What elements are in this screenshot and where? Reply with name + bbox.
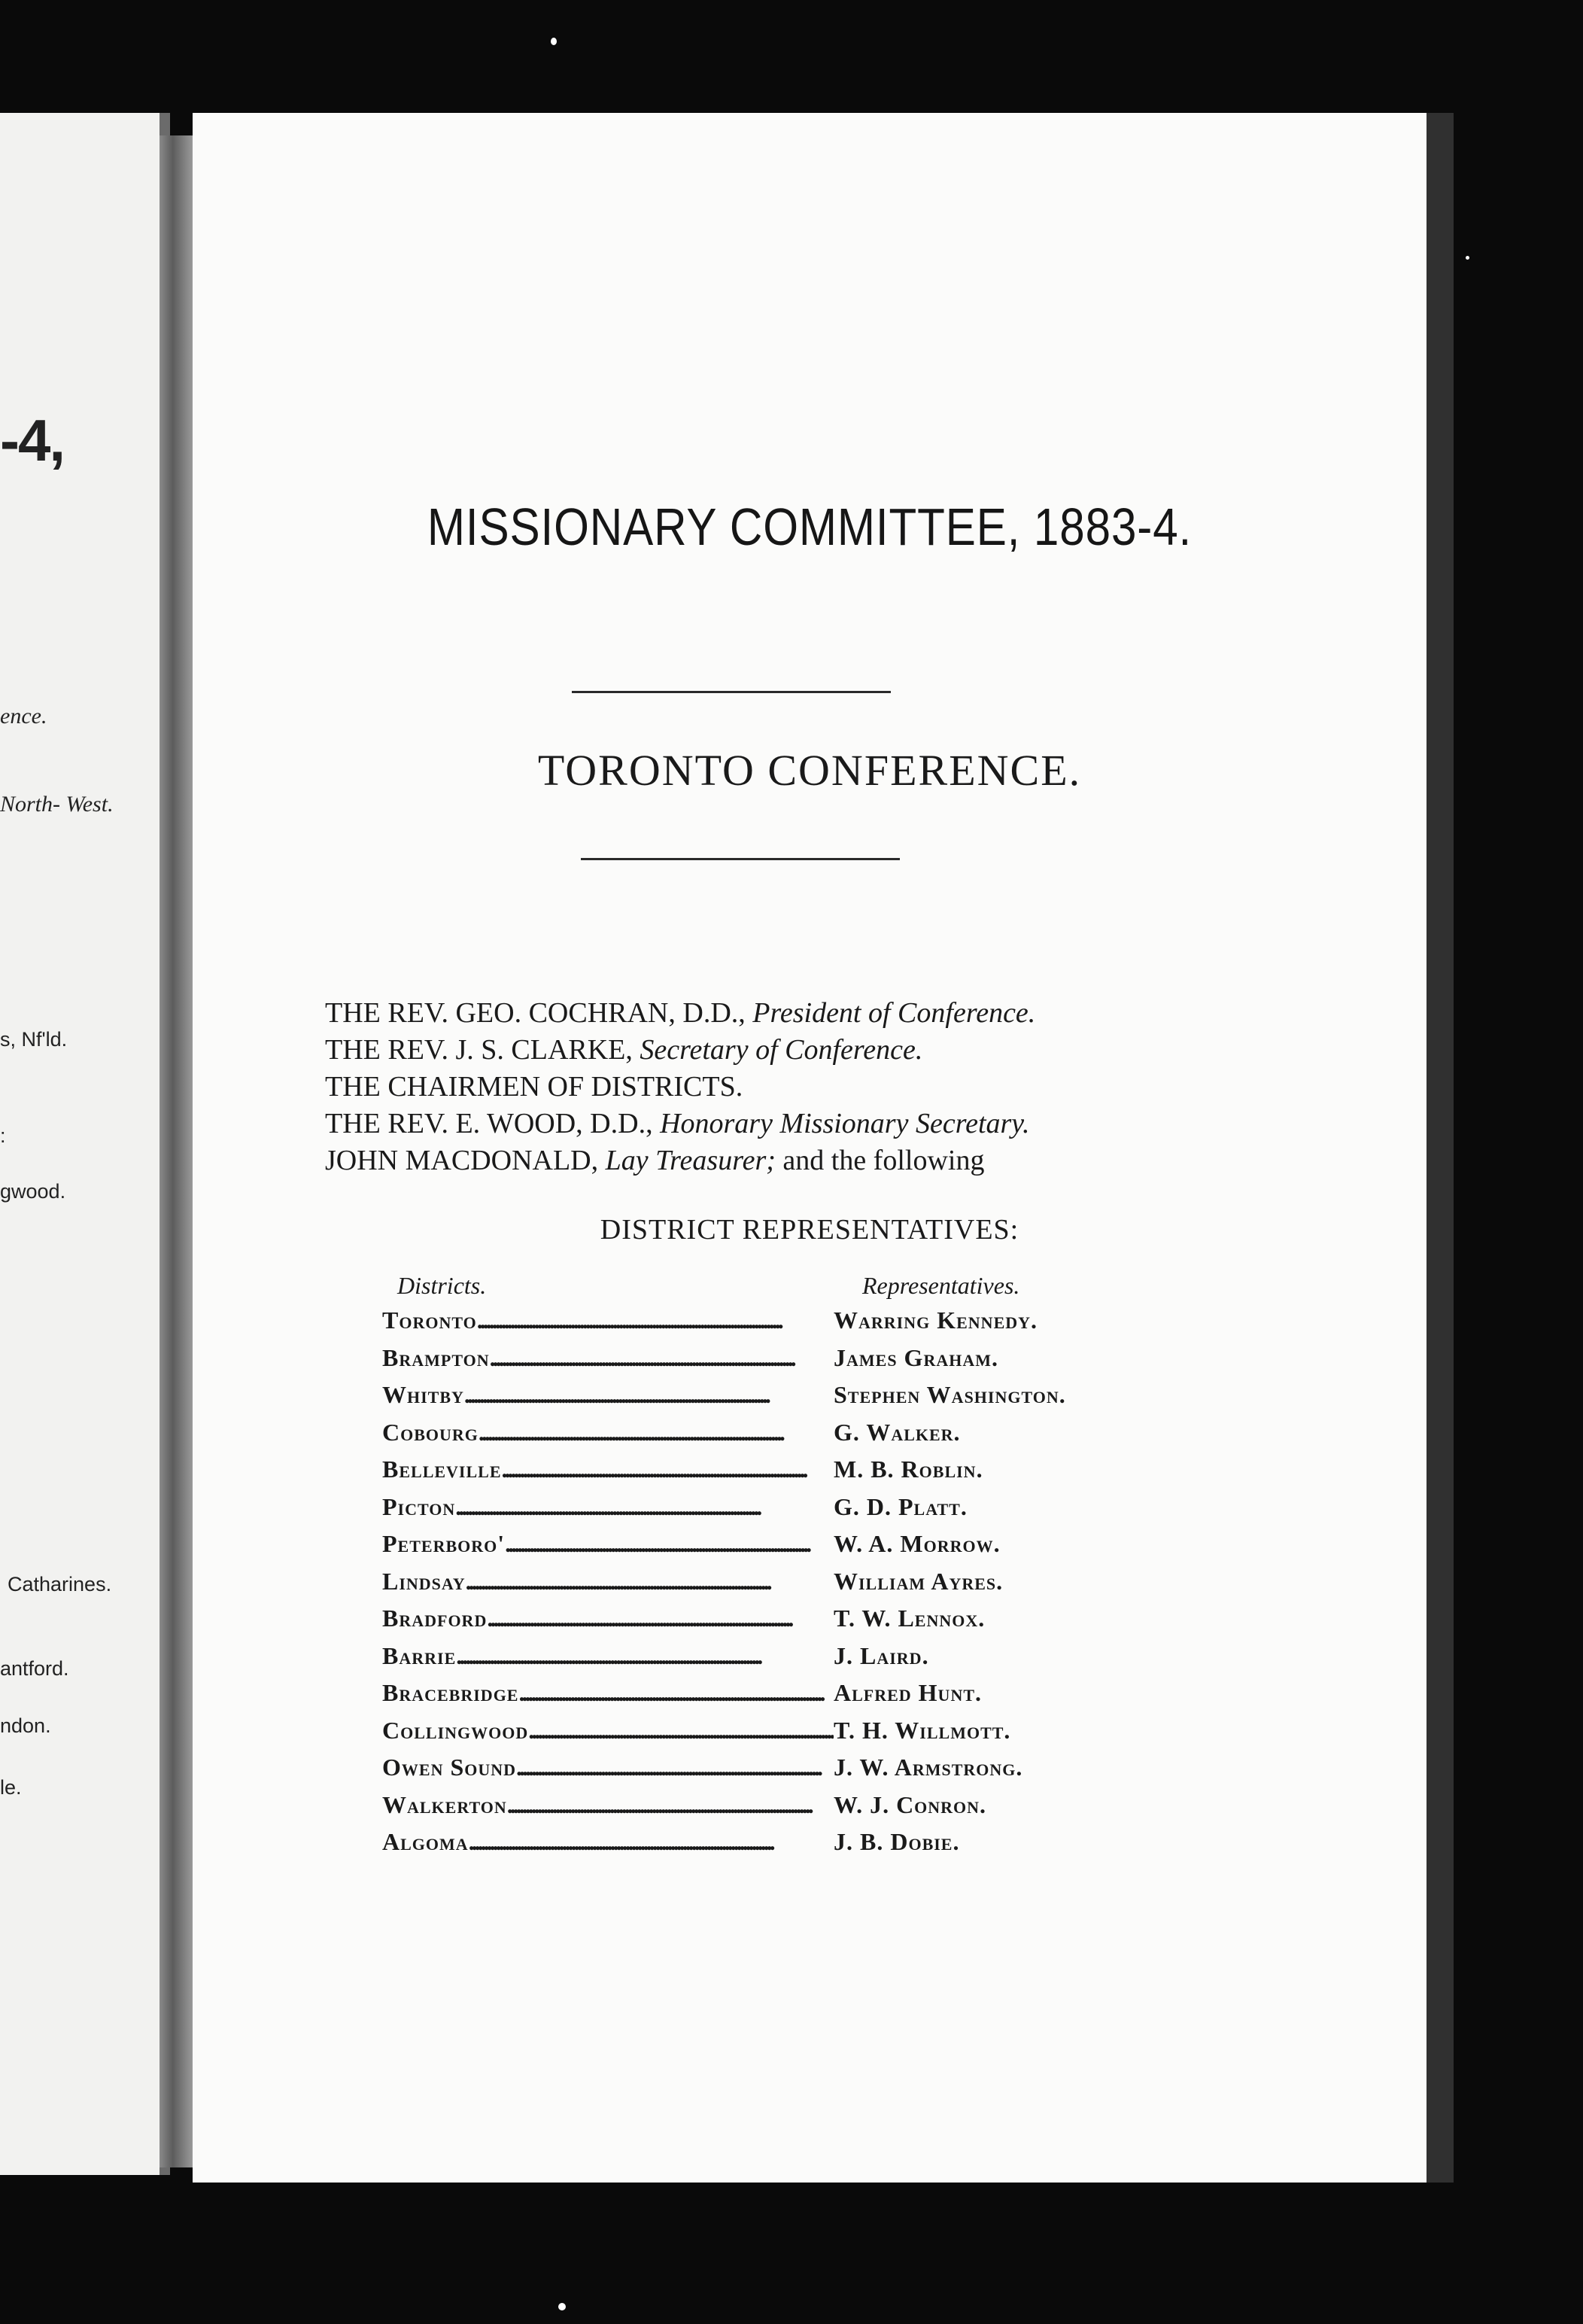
scan-speck — [558, 2303, 566, 2310]
table-row — [382, 1791, 1165, 1829]
officer-role: Honorary Missionary Secretary. — [660, 1108, 1030, 1139]
district-name: Algoma — [382, 1828, 469, 1855]
district-name: Cobourg — [382, 1418, 479, 1446]
officer-name: THE REV. J. S. CLARKE, — [325, 1034, 640, 1066]
district-name: Owen Sound — [382, 1754, 517, 1781]
dot-leader — [528, 1717, 834, 1745]
previous-page-fragment: antford. — [0, 1657, 69, 1680]
representative-name: William Ayres. — [834, 1567, 1004, 1595]
divider-rule — [581, 858, 900, 860]
officer-name: THE REV. GEO. COCHRAN, D.D., — [325, 997, 753, 1029]
dot-leader — [490, 1344, 834, 1372]
representative-name: J. Laird. — [834, 1641, 929, 1669]
table-row — [382, 1754, 1165, 1791]
district-name: Collingwood — [382, 1716, 529, 1744]
conference-heading: TORONTO CONFERENCE. — [537, 746, 1082, 795]
district-name: Toronto — [382, 1306, 477, 1334]
table-row — [382, 1456, 1165, 1493]
previous-page-heading: -4, — [0, 407, 65, 473]
previous-page-fragment: ndon. — [0, 1714, 51, 1737]
representative-name: G. D. Platt. — [834, 1492, 968, 1520]
divider-rule — [572, 691, 891, 693]
previous-page — [0, 113, 170, 2175]
officer-line — [325, 1106, 1035, 1142]
dot-leader — [479, 1419, 834, 1446]
district-name: Lindsay — [382, 1567, 466, 1595]
representative-name: Alfred Hunt. — [834, 1679, 983, 1706]
dot-leader — [505, 1530, 834, 1558]
table-row — [382, 1642, 1165, 1680]
representative-name: J. W. Armstrong. — [834, 1754, 1023, 1781]
dot-leader — [516, 1754, 834, 1781]
table-row — [382, 1344, 1165, 1382]
dot-leader — [464, 1381, 834, 1409]
district-name: Whitby — [382, 1381, 464, 1408]
dot-leader — [487, 1605, 834, 1632]
table-row — [382, 1419, 1165, 1456]
officer-name: THE REV. E. WOOD, D.D., — [325, 1108, 661, 1139]
officer-line — [325, 1032, 1035, 1069]
previous-page-fragment: ence. — [0, 704, 47, 729]
scan-speck — [1466, 256, 1469, 260]
district-representatives-heading: DISTRICT REPRESENTATIVES: — [600, 1214, 1019, 1246]
page-title: MISSIONARY COMMITTEE, 1883-4. — [427, 497, 1193, 556]
representative-name: James Graham. — [834, 1343, 998, 1371]
officer-line — [325, 1142, 1035, 1179]
district-name: Walkerton — [382, 1790, 507, 1818]
officer-line — [325, 1069, 1035, 1106]
dot-leader — [518, 1679, 834, 1707]
officer-name: JOHN MACDONALD, — [325, 1145, 606, 1176]
previous-page-fragment: North- West. — [0, 792, 114, 817]
previous-page-fragment: gwood. — [0, 1180, 66, 1203]
officer-trailing-text: and the following — [775, 1145, 985, 1176]
dot-leader — [502, 1456, 834, 1483]
table-row — [382, 1717, 1165, 1754]
officer-line — [325, 995, 1035, 1032]
district-name: Brampton — [382, 1343, 490, 1371]
dot-leader — [456, 1642, 834, 1670]
table-row — [382, 1828, 1165, 1866]
representative-name: Stephen Washington. — [834, 1381, 1066, 1408]
district-representatives-table — [382, 1306, 1165, 1866]
dot-leader — [477, 1306, 834, 1334]
district-name: Peterboro' — [382, 1530, 506, 1557]
book-spine-gutter — [160, 135, 193, 2167]
district-name: Bradford — [382, 1605, 488, 1632]
previous-page-fragment: le. — [0, 1776, 22, 1799]
dot-leader — [455, 1493, 834, 1521]
representative-name: T. H. Willmott. — [834, 1716, 1011, 1744]
previous-page-fragment: Catharines. — [8, 1573, 112, 1595]
representative-name: W. A. Morrow. — [834, 1530, 1001, 1557]
district-name: Belleville — [382, 1456, 502, 1483]
officers-list — [325, 995, 1035, 1179]
table-row — [382, 1306, 1165, 1344]
districts-column-header: Districts. — [397, 1272, 487, 1299]
scan-speck — [551, 38, 557, 45]
previous-page-fragment: : — [0, 1124, 6, 1147]
table-row — [382, 1381, 1165, 1419]
representative-name: M. B. Roblin. — [834, 1456, 983, 1483]
officer-name: THE CHAIRMEN OF DISTRICTS. — [325, 1071, 743, 1103]
dot-leader — [466, 1568, 834, 1595]
district-name: Barrie — [382, 1641, 457, 1669]
representative-name: Warring Kennedy. — [834, 1306, 1038, 1334]
table-row — [382, 1679, 1165, 1717]
previous-page-fragment: s, Nf'ld. — [0, 1028, 68, 1051]
officer-role: Lay Treasurer; — [605, 1145, 776, 1176]
officer-role: President of Conference. — [752, 997, 1036, 1029]
officer-role: Secretary of Conference. — [640, 1034, 923, 1066]
table-row — [382, 1605, 1165, 1642]
table-row — [382, 1530, 1165, 1568]
representative-name: T. W. Lennox. — [834, 1605, 986, 1632]
district-name: Bracebridge — [382, 1679, 519, 1706]
district-name: Picton — [382, 1492, 456, 1520]
document-page — [193, 113, 1454, 2183]
representative-name: J. B. Dobie. — [834, 1828, 960, 1855]
representative-name: W. J. Conron. — [834, 1790, 987, 1818]
table-row — [382, 1568, 1165, 1605]
representative-name: G. Walker. — [834, 1418, 961, 1446]
table-row — [382, 1493, 1165, 1531]
dot-leader — [469, 1828, 834, 1856]
dot-leader — [507, 1791, 834, 1819]
representatives-column-header: Representatives. — [862, 1272, 1020, 1299]
